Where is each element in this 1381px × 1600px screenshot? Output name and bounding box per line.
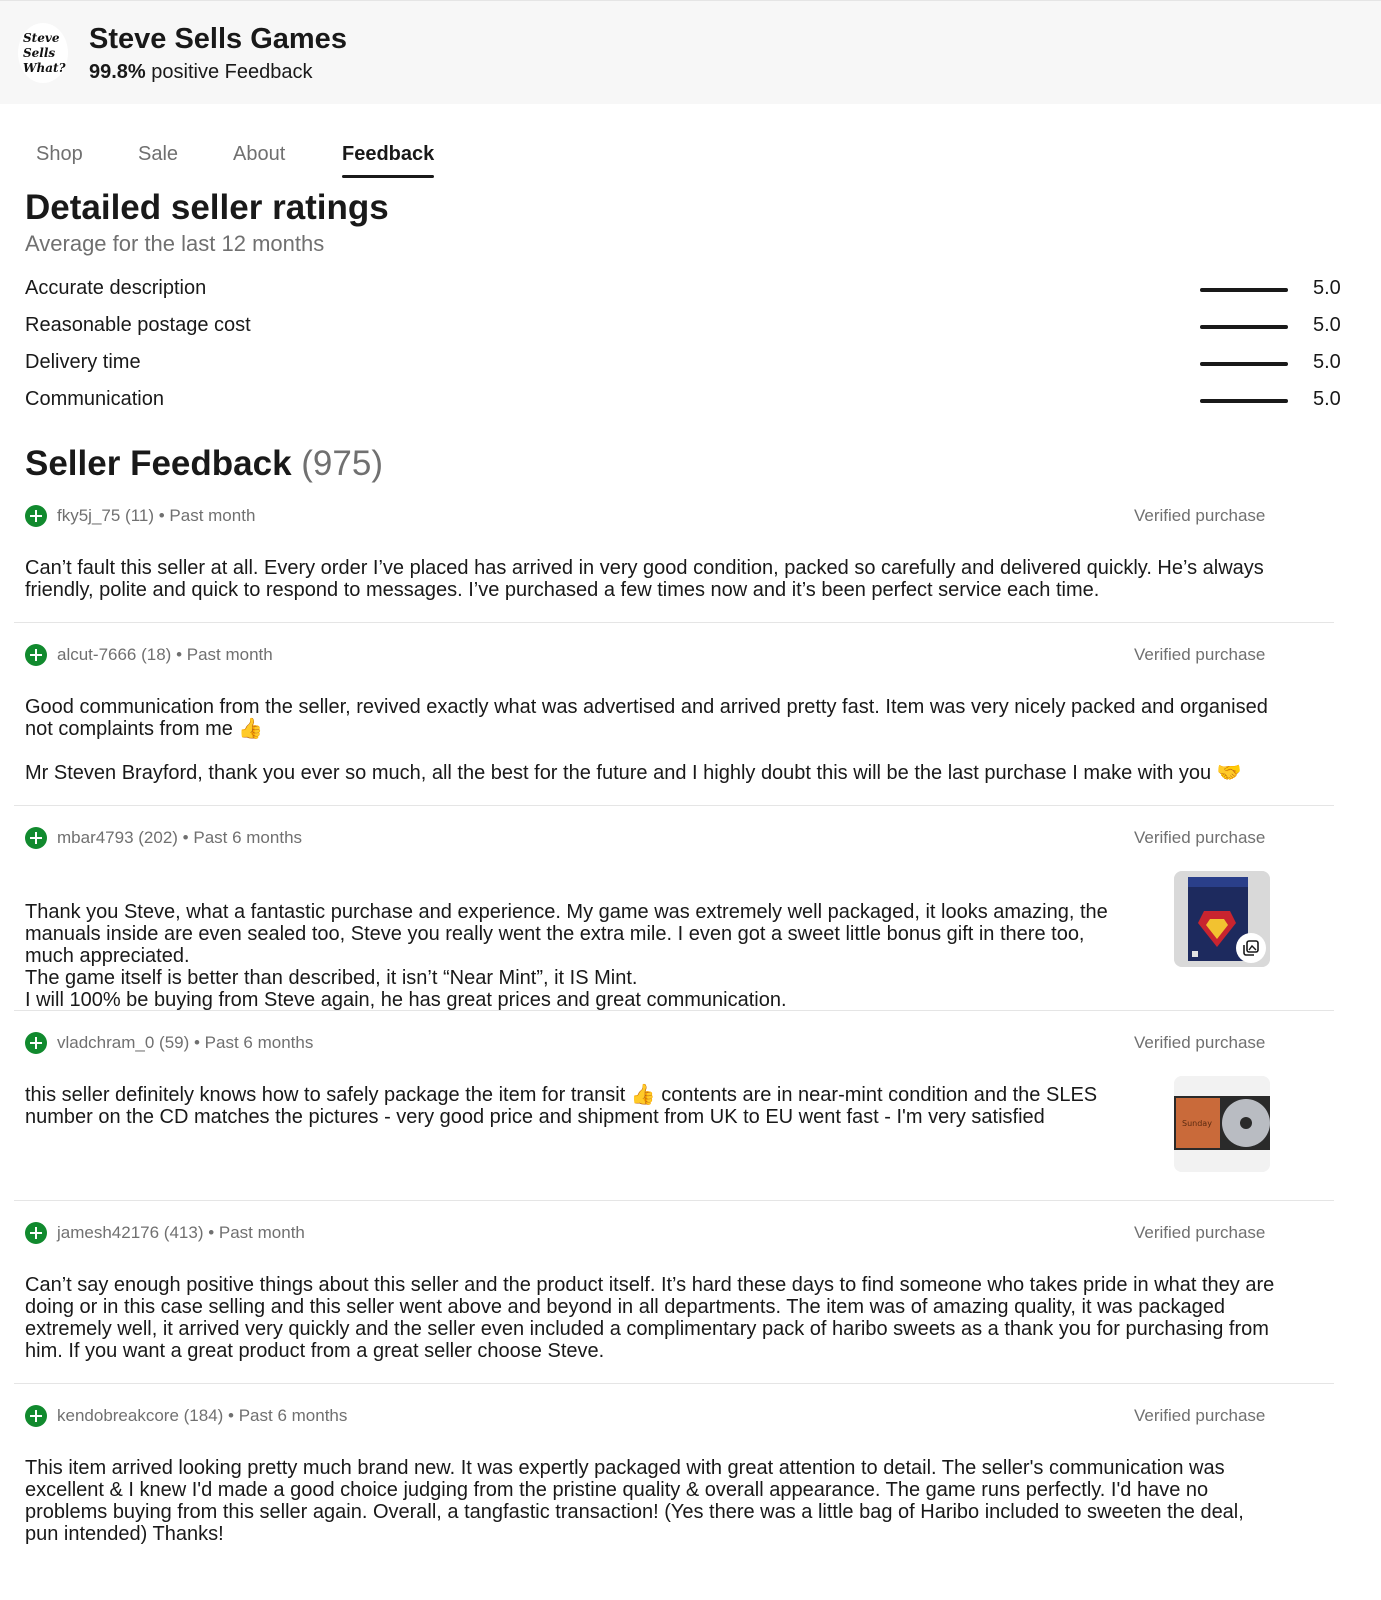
feedback-item (14, 505, 1334, 623)
feedback-paragraph: Can’t fault this seller at all. Every order I’ve placed has arrived in very good condition, packed so carefully and delivered quickly. He’s always friendly, polite and quick to respond to messages. I’ve purchased a few times now and it’s been perfect service each time. (25, 557, 1264, 601)
feedback-photo-thumbnail[interactable] (1174, 1076, 1270, 1172)
feedback-comment (25, 557, 1275, 601)
seller-feedback-count: (975) (301, 444, 383, 483)
store-feedback-summary (89, 61, 312, 84)
tab-feedback[interactable] (342, 143, 434, 166)
store-name[interactable]: Steve Sells Games (89, 23, 347, 55)
feedback-item (14, 644, 1334, 806)
verified-purchase-label: Verified purchase (1134, 828, 1266, 847)
feedback-paragraph: Mr Steven Brayford, thank you ever so much, all the best for the future and I highly doubt this will be the last purchase I make with you 🤝 (25, 762, 1242, 784)
logo-line: Sells (23, 45, 56, 60)
rating-bar (1200, 362, 1288, 366)
positive-rating-icon (25, 1405, 47, 1427)
photo-gallery-icon (1236, 933, 1266, 963)
store-logo[interactable] (18, 23, 68, 83)
rating-bar-fill (1200, 325, 1288, 329)
logo-line: Steve (23, 30, 60, 45)
positive-rating-icon (25, 1032, 47, 1054)
seller-feedback-title (25, 444, 383, 484)
rating-row (25, 314, 1345, 340)
feedback-percent: 99.8% (89, 61, 146, 83)
rating-bar-fill (1200, 399, 1288, 403)
rating-value: 5.0 (1313, 351, 1341, 373)
feedback-meta: fky5j_75 (11) • Past month (57, 506, 256, 525)
rating-bar (1200, 399, 1288, 403)
feedback-suffix: positive Feedback (145, 61, 313, 83)
rating-label: Reasonable postage cost (25, 314, 251, 336)
rating-bar-fill (1200, 288, 1288, 292)
feedback-comment (25, 879, 1135, 1033)
tab-about[interactable]: About (233, 143, 286, 165)
dsr-subtitle: Average for the last 12 months (25, 231, 325, 256)
feedback-item (14, 827, 1334, 1011)
feedback-item (14, 1405, 1334, 1600)
positive-rating-icon (25, 827, 47, 849)
positive-rating-icon (25, 644, 47, 666)
feedback-comment (25, 1084, 1165, 1128)
feedback-paragraph: This item arrived looking pretty much brand new. It was expertly packaged with great attention to detail. The seller's communication was excellent & I knew I'd made a good choice judging from the pristine quality & overall appearance. The game runs perfectly. I'd have no problems buying from this seller again. Overall, a tangfastic transaction! (Yes there was a little bag of Haribo included to sweeten the deal, pun intended) Thanks! (25, 1457, 1244, 1545)
feedback-comment (25, 696, 1290, 784)
feedback-paragraph: Thank you Steve, what a fantastic purchase and experience. My game was extremely well packaged, it looks amazing, the manuals inside are even sealed too, Steve you really went the extra mile. I even got a sweet little bonus gift in there too, much appreciated. The game itself is better than described, it isn’t “Near Mint”, it IS Mint. I will 100% be buying from Steve again, he has great prices and great communication. (25, 901, 1108, 1011)
verified-purchase-label: Verified purchase (1134, 645, 1266, 664)
verified-purchase-label: Verified purchase (1134, 506, 1266, 525)
feedback-meta: vladchram_0 (59) • Past 6 months (57, 1033, 314, 1052)
store-header (0, 0, 1381, 104)
feedback-paragraph: Good communication from the seller, revived exactly what was advertised and arrived pretty fast. Item was very nicely packed and organised not complaints from me 👍 (25, 696, 1268, 740)
feedback-meta: jamesh42176 (413) • Past month (57, 1223, 305, 1242)
positive-rating-icon (25, 1222, 47, 1244)
rating-label: Accurate description (25, 277, 207, 299)
feedback-comment (25, 1457, 1265, 1545)
positive-rating-icon (25, 505, 47, 527)
feedback-paragraph: Can’t say enough positive things about this seller and the product itself. It’s hard these days to find someone who takes pride in what they are doing or in this case selling and this seller went above and beyond in all departments. The item was of amazing quality, it was packaged extremely well, it arrived very quickly and the seller even included a complimentary pack of haribo sweets as a thank you for purchasing from him. If you want a great product from a great seller choose Steve. (25, 1274, 1275, 1362)
logo-line: What? (23, 60, 66, 75)
rating-row (25, 351, 1345, 377)
rating-value: 5.0 (1313, 314, 1341, 336)
rating-bar-fill (1200, 362, 1288, 366)
game-disc-photo (1174, 1076, 1270, 1172)
rating-bar (1200, 325, 1288, 329)
rating-label: Communication (25, 388, 164, 410)
seller-feedback-heading: Seller Feedback (25, 444, 292, 483)
verified-purchase-label: Verified purchase (1134, 1033, 1266, 1052)
rating-label: Delivery time (25, 351, 141, 373)
tab-feedback-label: Feedback (342, 143, 435, 165)
rating-row (25, 388, 1345, 414)
svg-text:Sunday: Sunday (1182, 1119, 1212, 1128)
rating-bar (1200, 288, 1288, 292)
feedback-paragraph: this seller definitely knows how to safely package the item for transit 👍 contents are in near-mint condition and the SLES number on the CD matches the pictures - very good price and shipment from UK to EU went fast - I'm very satisfied (25, 1084, 1098, 1128)
rating-value: 5.0 (1313, 277, 1341, 299)
tab-shop[interactable]: Shop (36, 143, 83, 165)
active-tab-indicator (342, 175, 434, 178)
feedback-item (14, 1032, 1334, 1201)
dsr-title: Detailed seller ratings (25, 188, 389, 227)
rating-row (25, 277, 1345, 303)
feedback-comment (25, 1274, 1275, 1362)
feedback-meta: alcut-7666 (18) • Past month (57, 645, 273, 664)
verified-purchase-label: Verified purchase (1134, 1406, 1266, 1425)
feedback-item (14, 1222, 1334, 1384)
rating-value: 5.0 (1313, 388, 1341, 410)
feedback-meta: kendobreakcore (184) • Past 6 months (57, 1406, 348, 1425)
verified-purchase-label: Verified purchase (1134, 1223, 1266, 1242)
feedback-meta: mbar4793 (202) • Past 6 months (57, 828, 303, 847)
feedback-photo-thumbnail[interactable] (1174, 871, 1270, 967)
tab-sale[interactable]: Sale (138, 143, 179, 165)
